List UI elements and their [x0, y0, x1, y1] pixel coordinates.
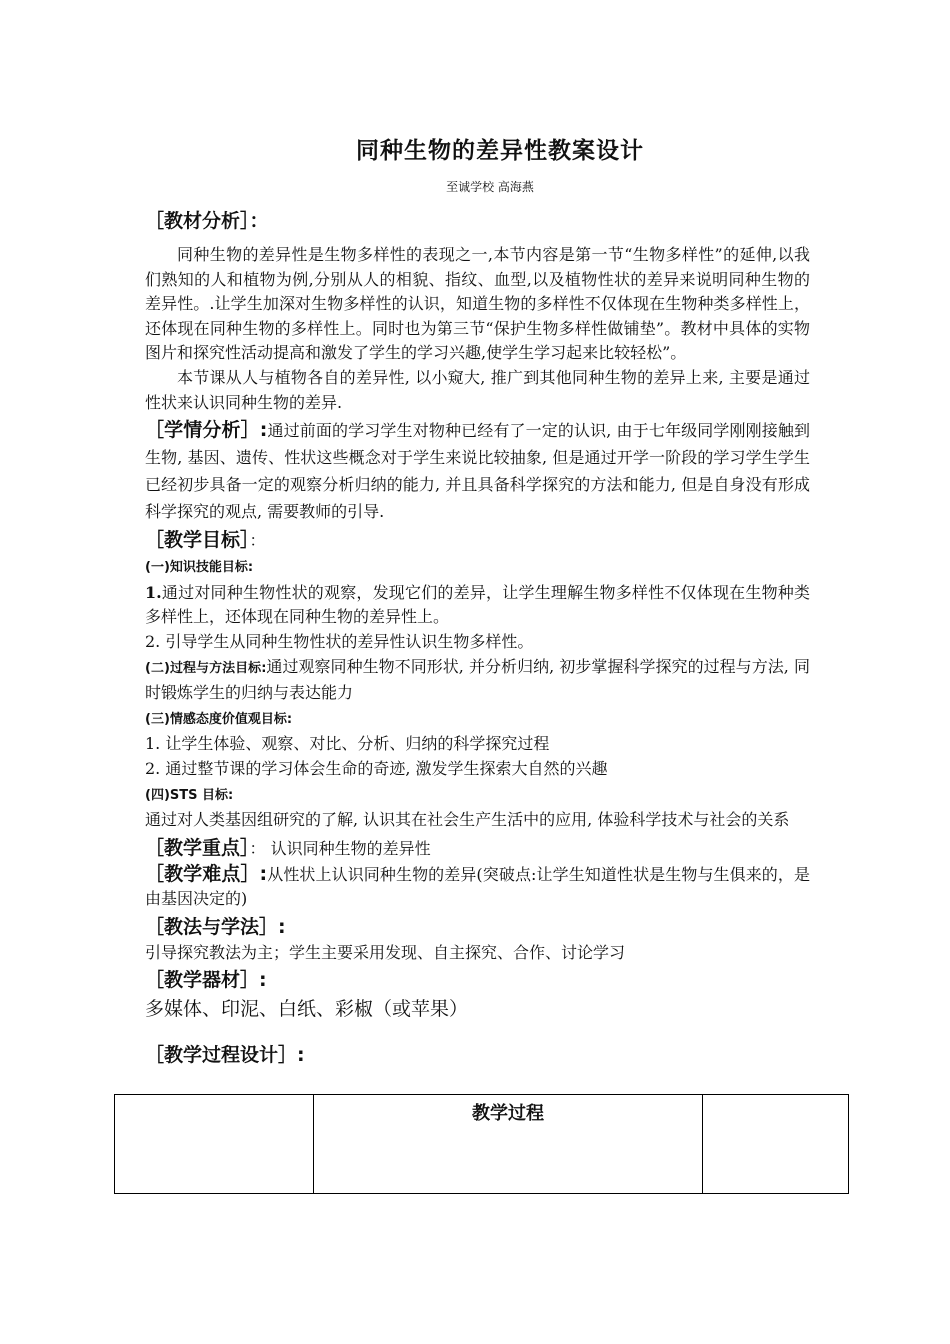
- student-analysis-text: 通过前面的学习学生对物种已经有了一定的认识, 由于七年级同学刚刚接触到生物, 基因、遗传、性状这些概念对于学生来说比较抽象, 但是通过开学一阶段的学习学生学生已经初步具备一定的观察分析归纳的能力, 并且具备科学探究的方法和能力, 但是自身没有形成科学探究的观点, 需要教师的引导.: [145, 421, 810, 522]
- goal-item-1-number: 1.: [145, 582, 162, 602]
- section-heading-textbook-analysis: ［教材分析］：: [145, 210, 269, 232]
- table-cell-left: [115, 1095, 314, 1194]
- goal-process-text: 通过观察同种生物不同形状, 并分析归纳, 初步掌握科学探究的过程与方法, 同时锻炼学生的归纳与表达能力: [145, 656, 810, 703]
- materials-text: 多媒体、印泥、白纸、彩椒（或苹果）: [145, 998, 469, 1021]
- methods-text: 引导探究教法为主；学生主要采用发现、自主探究、合作、讨论学习: [145, 942, 626, 962]
- section-heading-key-point: ［教学重点］: [145, 836, 250, 859]
- section-heading-difficulty: ［教学难点］:: [145, 862, 268, 885]
- goal-subheading-process: (二)过程与方法目标:: [145, 660, 267, 676]
- goal-item-4: 2. 通过整节课的学习体会生命的奇迹, 激发学生探索大自然的兴趣: [145, 758, 608, 778]
- goal-item-1: [145, 581, 810, 630]
- document-body: [145, 208, 810, 1069]
- teaching-process-table: [114, 1094, 849, 1194]
- goal-process-method: [145, 655, 810, 706]
- author-line: 至诚学校 高海燕: [446, 180, 534, 194]
- difficulty-text: 从性状上认识同种生物的差异(突破点:让学生知道性状是生物与生俱来的，是由基因决定的): [145, 864, 810, 909]
- key-point-colon: ：: [249, 838, 266, 858]
- difficulty-paragraph: [145, 862, 810, 912]
- document-title: 同种生物的差异性教案设计: [356, 138, 644, 164]
- table-row: [115, 1095, 849, 1194]
- goal-subheading-emotion: (三)情感态度价值观目标:: [145, 711, 293, 727]
- goal-sts-text: 通过对人类基因组研究的了解, 认识其在社会生产生活中的应用, 体验科学技术与社会的关系: [145, 810, 790, 830]
- goal-item-2: 2. 引导学生从同种生物性状的差异性认识生物多样性。: [145, 631, 534, 651]
- section-heading-materials: ［教学器材］:: [145, 969, 267, 992]
- section-heading-process-design: ［教学过程设计］:: [145, 1044, 305, 1067]
- goal-subheading-knowledge: (一)知识技能目标:: [145, 560, 254, 576]
- section-heading-teaching-goals: ［教学目标］: [145, 529, 250, 552]
- textbook-analysis-paragraph-1: 同种生物的差异性是生物多样性的表现之一,本节内容是第一节“生物多样性”的延伸,以我们熟知的人和植物为例,分别从人的相貌、指纹、血型,以及植物性状的差异来说明同种生物的差异性。.让学生加深对生物多样性的认识，知道生物的多样性不仅体现在生物种类多样性上，还体现在同种生物的多样性上。同时也为第三节“保护生物多样性做铺垫”。教材中具体的实物图片和探究性活动提高和激发了学生的学习兴趣,使学生学习起来比较轻松”。: [145, 245, 810, 363]
- table-header-teaching-process: 教学过程: [314, 1095, 703, 1194]
- goal-subheading-sts: (四)STS 目标:: [145, 787, 234, 803]
- section-heading-student-analysis: ［学情分析］:: [145, 419, 268, 442]
- textbook-analysis-paragraph-2: 本节课从人与植物各自的差异性, 以小窥大, 推广到其他同种生物的差异上来, 主要是通过性状来认识同种生物的差异.: [145, 367, 810, 412]
- section-heading-methods: ［教法与学法］:: [145, 915, 286, 938]
- student-analysis-paragraph: [145, 417, 810, 525]
- table-cell-right: [703, 1095, 849, 1194]
- goal-item-3: 1. 让学生体验、观察、对比、分析、归纳的科学探究过程: [145, 734, 550, 754]
- goal-item-1-text: 通过对同种生物性状的观察，发现它们的差异，让学生理解生物多样性不仅体现在生物种类多样性上，还体现在同种生物的差异性上。: [145, 582, 810, 627]
- key-point-text: 认识同种生物的差异性: [270, 838, 431, 858]
- teaching-goals-colon: ：: [249, 531, 266, 551]
- key-point-paragraph: [145, 835, 810, 862]
